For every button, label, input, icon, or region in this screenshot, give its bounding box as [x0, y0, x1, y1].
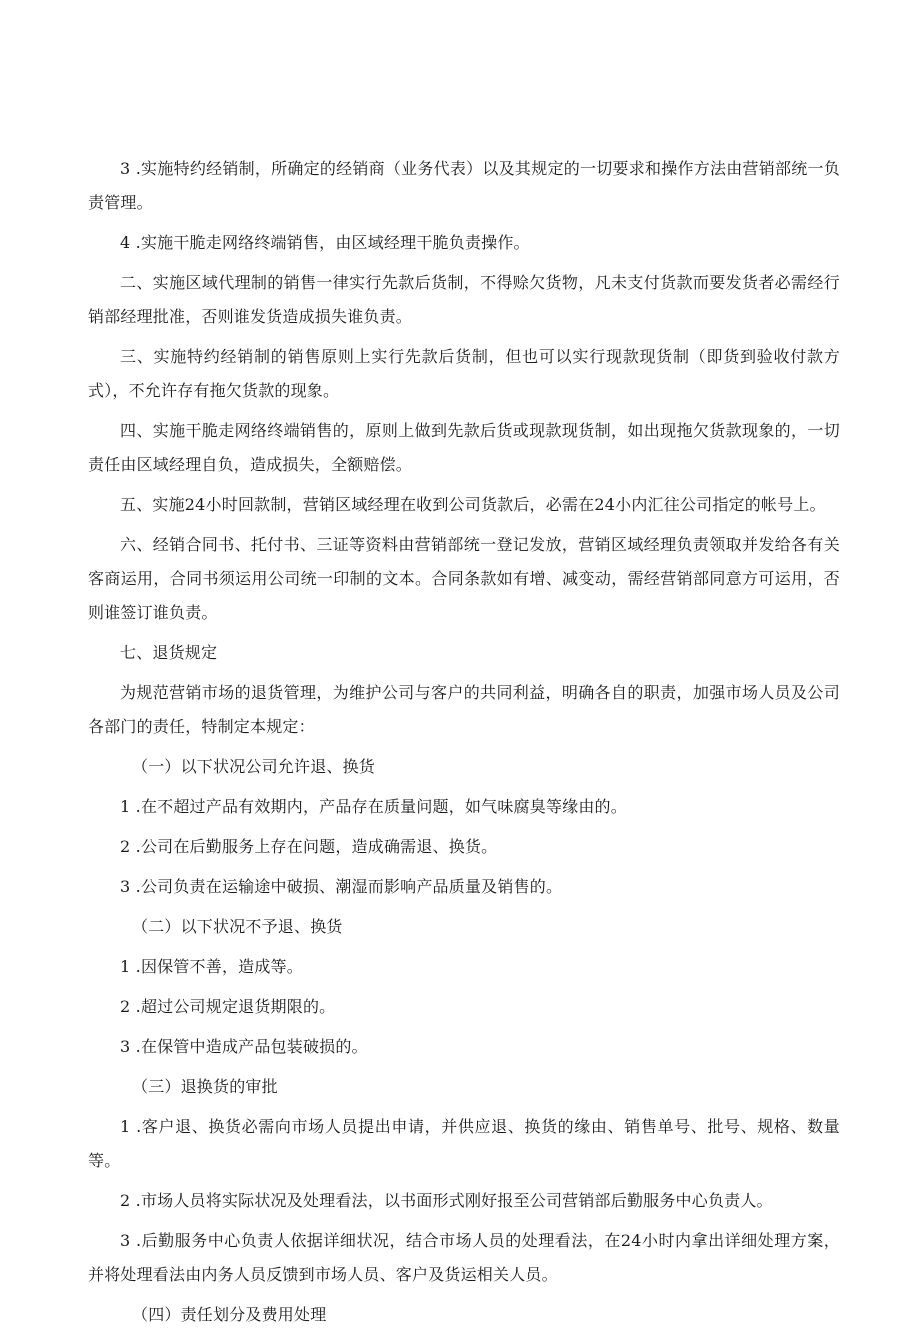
paragraph: 4 .实施干脆走网络终端销售，由区域经理干脆负责操作。: [120, 233, 530, 252]
subsection-heading: （四）责任划分及费用处理: [132, 1305, 327, 1324]
list-item: 1 .因保管不善，造成等。: [120, 957, 303, 976]
paragraph: 五、实施24小时回款制，营销区域经理在收到公司货款后，必需在24小内汇往公司指定的帐号上。: [120, 495, 826, 514]
paragraph: 为规范营销市场的退货管理，为维护公司与客户的共同利益，明确各自的职责，加强市场人员及公司各部门的责任，特制定本规定：: [88, 683, 840, 736]
subsection-heading: （一）以下状况公司允许退、换货: [132, 757, 376, 776]
list-item: 3 .后勤服务中心负责人依据详细状况，结合市场人员的处理看法，在24小时内拿出详细处理方案，并将处理看法由内务人员反馈到市场人员、客户及货运相关人员。: [88, 1231, 840, 1284]
list-item: 2 .公司在后勤服务上存在问题，造成确需退、换货。: [120, 837, 498, 856]
list-item: 1 .在不超过产品有效期内，产品存在质量问题，如气味腐臭等缘由的。: [120, 797, 627, 816]
paragraph: 三、实施特约经销制的销售原则上实行先款后货制，但也可以实行现款现货制（即货到验收付款方式），不允许存有拖欠货款的现象。: [88, 347, 840, 400]
section-heading: 七、退货规定: [120, 643, 218, 662]
paragraph: 3 .实施特约经销制，所确定的经销商（业务代表）以及其规定的一切要求和操作方法由营销部统一负责管理。: [88, 159, 840, 212]
paragraph: 四、实施干脆走网络终端销售的，原则上做到先款后货或现款现货制，如出现拖欠货款现象的，一切责任由区域经理自负，造成损失，全额赔偿。: [88, 421, 840, 474]
list-item: 2 .超过公司规定退货期限的。: [120, 997, 336, 1016]
subsection-heading: （二）以下状况不予退、换货: [132, 917, 343, 936]
list-item: 2 .市场人员将实际状况及处理看法，以书面形式刚好报至公司营销部后勤服务中心负责人。: [120, 1191, 773, 1210]
list-item: 3 .在保管中造成产品包装破损的。: [120, 1037, 368, 1056]
list-item: 3 .公司负责在运输途中破损、潮湿而影响产品质量及销售的。: [120, 877, 563, 896]
document-page: [88, 152, 840, 1338]
paragraph: 二、实施区域代理制的销售一律实行先款后货制，不得赊欠货物，凡未支付货款而要发货者必需经行销部经理批准，否则谁发货造成损失谁负责。: [88, 273, 840, 326]
paragraph: 六、经销合同书、托付书、三证等资料由营销部统一登记发放，营销区域经理负责领取并发给各有关客商运用，合同书须运用公司统一印制的文本。合同条款如有增、减变动，需经营销部同意方可运用，否则谁签订谁负责。: [88, 535, 840, 622]
list-item: 1 .客户退、换货必需向市场人员提出申请，并供应退、换货的缘由、销售单号、批号、规格、数量等。: [88, 1117, 840, 1170]
subsection-heading: （三）退换货的审批: [132, 1077, 278, 1096]
